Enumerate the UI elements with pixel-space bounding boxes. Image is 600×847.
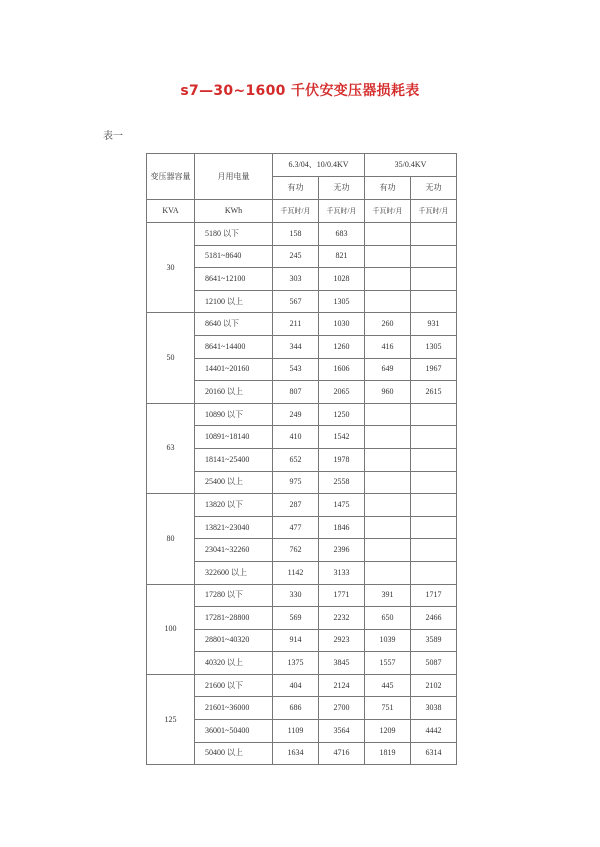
a-reactive-cell: 2124 xyxy=(319,674,365,697)
b-active-cell: 445 xyxy=(365,674,411,697)
usage-range-cell: 322600 以上 xyxy=(195,561,273,584)
a-reactive-cell: 2923 xyxy=(319,629,365,652)
a-active-cell: 477 xyxy=(273,516,319,539)
b-active-cell: 260 xyxy=(365,313,411,336)
document-title: s7—30~1600 千伏安变压器损耗表 xyxy=(180,83,420,99)
usage-range-cell: 5180 以下 xyxy=(195,223,273,246)
b-reactive-cell: 1967 xyxy=(411,358,457,381)
table-row xyxy=(147,313,457,336)
b-active-cell xyxy=(365,403,411,426)
a-active-cell: 344 xyxy=(273,335,319,358)
b-reactive-cell xyxy=(411,268,457,291)
usage-range-cell: 21600 以下 xyxy=(195,674,273,697)
usage-range-cell: 13820 以下 xyxy=(195,494,273,517)
a-active-cell: 410 xyxy=(273,426,319,449)
a-active-cell: 249 xyxy=(273,403,319,426)
b-reactive-cell: 2102 xyxy=(411,674,457,697)
usage-range-cell: 21601~36000 xyxy=(195,697,273,720)
capacity-cell: 63 xyxy=(147,403,195,493)
a-active-cell: 404 xyxy=(273,674,319,697)
a-reactive-cell: 2558 xyxy=(319,471,365,494)
a-active-cell: 1142 xyxy=(273,561,319,584)
b-active-cell xyxy=(365,539,411,562)
a-active-cell: 1109 xyxy=(273,720,319,743)
b-active-cell: 649 xyxy=(365,358,411,381)
unit-a-reactive: 千瓦时/月 xyxy=(319,200,365,223)
a-reactive-cell: 2700 xyxy=(319,697,365,720)
b-reactive-cell xyxy=(411,539,457,562)
table-row xyxy=(147,674,457,697)
header-units-row xyxy=(147,200,457,223)
a-reactive-cell: 1030 xyxy=(319,313,365,336)
a-active-cell: 1375 xyxy=(273,652,319,675)
b-active-cell: 960 xyxy=(365,381,411,404)
usage-range-cell: 23041~32260 xyxy=(195,539,273,562)
usage-range-cell: 36001~50400 xyxy=(195,720,273,743)
a-reactive-cell: 1475 xyxy=(319,494,365,517)
b-active-cell: 1819 xyxy=(365,742,411,765)
a-active-cell: 975 xyxy=(273,471,319,494)
usage-range-cell: 18141~25400 xyxy=(195,448,273,471)
a-active-cell: 567 xyxy=(273,290,319,313)
b-reactive-cell xyxy=(411,403,457,426)
capacity-cell: 30 xyxy=(147,223,195,313)
a-reactive-cell: 2065 xyxy=(319,381,365,404)
b-reactive-cell: 3589 xyxy=(411,629,457,652)
b-reactive-cell: 1717 xyxy=(411,584,457,607)
a-reactive-cell: 2396 xyxy=(319,539,365,562)
usage-range-cell: 8640 以下 xyxy=(195,313,273,336)
usage-range-cell: 13821~23040 xyxy=(195,516,273,539)
table-row xyxy=(147,403,457,426)
a-active-cell: 914 xyxy=(273,629,319,652)
usage-range-cell: 8641~12100 xyxy=(195,268,273,291)
a-reactive-cell: 3564 xyxy=(319,720,365,743)
a-reactive-cell: 3133 xyxy=(319,561,365,584)
header-usage: 月用电量 xyxy=(195,154,273,200)
unit-b-active: 千瓦时/月 xyxy=(365,200,411,223)
usage-range-cell: 17280 以下 xyxy=(195,584,273,607)
a-reactive-cell: 821 xyxy=(319,245,365,268)
usage-range-cell: 10890 以下 xyxy=(195,403,273,426)
table-row xyxy=(147,223,457,246)
a-reactive-cell: 683 xyxy=(319,223,365,246)
usage-range-cell: 5181~8640 xyxy=(195,245,273,268)
header-b-reactive: 无功 xyxy=(411,177,457,200)
b-active-cell: 1209 xyxy=(365,720,411,743)
a-reactive-cell: 1250 xyxy=(319,403,365,426)
header-capacity: 变压器容量 xyxy=(147,154,195,200)
b-active-cell xyxy=(365,223,411,246)
b-active-cell: 1039 xyxy=(365,629,411,652)
a-active-cell: 569 xyxy=(273,607,319,630)
loss-table xyxy=(146,153,457,765)
unit-kva: KVA xyxy=(147,200,195,223)
usage-range-cell: 25400 以上 xyxy=(195,471,273,494)
usage-range-cell: 14401~20160 xyxy=(195,358,273,381)
usage-range-cell: 50400 以上 xyxy=(195,742,273,765)
a-active-cell: 686 xyxy=(273,697,319,720)
a-reactive-cell: 1542 xyxy=(319,426,365,449)
a-reactive-cell: 1305 xyxy=(319,290,365,313)
a-active-cell: 245 xyxy=(273,245,319,268)
table-caption: 表一 xyxy=(103,131,123,142)
b-active-cell xyxy=(365,494,411,517)
header-row-1 xyxy=(147,154,457,177)
b-reactive-cell: 2466 xyxy=(411,607,457,630)
b-reactive-cell xyxy=(411,290,457,313)
capacity-cell: 100 xyxy=(147,584,195,674)
a-active-cell: 287 xyxy=(273,494,319,517)
b-reactive-cell: 3038 xyxy=(411,697,457,720)
b-reactive-cell: 1305 xyxy=(411,335,457,358)
a-active-cell: 303 xyxy=(273,268,319,291)
usage-range-cell: 12100 以上 xyxy=(195,290,273,313)
a-active-cell: 330 xyxy=(273,584,319,607)
b-active-cell xyxy=(365,426,411,449)
b-active-cell: 751 xyxy=(365,697,411,720)
b-active-cell xyxy=(365,471,411,494)
b-reactive-cell: 2615 xyxy=(411,381,457,404)
a-reactive-cell: 3845 xyxy=(319,652,365,675)
usage-range-cell: 20160 以上 xyxy=(195,381,273,404)
b-reactive-cell: 6314 xyxy=(411,742,457,765)
b-reactive-cell xyxy=(411,223,457,246)
usage-range-cell: 8641~14400 xyxy=(195,335,273,358)
header-a-reactive: 无功 xyxy=(319,177,365,200)
a-reactive-cell: 2232 xyxy=(319,607,365,630)
b-reactive-cell xyxy=(411,561,457,584)
b-active-cell xyxy=(365,245,411,268)
b-reactive-cell xyxy=(411,245,457,268)
b-active-cell: 416 xyxy=(365,335,411,358)
a-reactive-cell: 1978 xyxy=(319,448,365,471)
header-group-a: 6.3/04、10/0.4KV xyxy=(273,154,365,177)
b-reactive-cell: 931 xyxy=(411,313,457,336)
unit-kwh: KWh xyxy=(195,200,273,223)
b-active-cell: 391 xyxy=(365,584,411,607)
b-active-cell: 650 xyxy=(365,607,411,630)
a-reactive-cell: 4716 xyxy=(319,742,365,765)
usage-range-cell: 40320 以上 xyxy=(195,652,273,675)
capacity-cell: 80 xyxy=(147,494,195,584)
b-reactive-cell: 5087 xyxy=(411,652,457,675)
header-b-active: 有功 xyxy=(365,177,411,200)
b-active-cell xyxy=(365,561,411,584)
a-active-cell: 158 xyxy=(273,223,319,246)
b-reactive-cell xyxy=(411,426,457,449)
b-active-cell xyxy=(365,448,411,471)
capacity-cell: 125 xyxy=(147,674,195,764)
a-active-cell: 652 xyxy=(273,448,319,471)
b-reactive-cell xyxy=(411,448,457,471)
a-active-cell: 1634 xyxy=(273,742,319,765)
usage-range-cell: 17281~28800 xyxy=(195,607,273,630)
a-active-cell: 543 xyxy=(273,358,319,381)
usage-range-cell: 28801~40320 xyxy=(195,629,273,652)
a-active-cell: 807 xyxy=(273,381,319,404)
b-active-cell xyxy=(365,516,411,539)
a-reactive-cell: 1771 xyxy=(319,584,365,607)
header-group-b: 35/0.4KV xyxy=(365,154,457,177)
capacity-cell: 50 xyxy=(147,313,195,403)
b-reactive-cell xyxy=(411,471,457,494)
table-row xyxy=(147,494,457,517)
b-reactive-cell xyxy=(411,516,457,539)
b-reactive-cell xyxy=(411,494,457,517)
table-row xyxy=(147,584,457,607)
a-reactive-cell: 1846 xyxy=(319,516,365,539)
a-reactive-cell: 1028 xyxy=(319,268,365,291)
b-active-cell: 1557 xyxy=(365,652,411,675)
a-reactive-cell: 1260 xyxy=(319,335,365,358)
a-active-cell: 762 xyxy=(273,539,319,562)
b-reactive-cell: 4442 xyxy=(411,720,457,743)
header-a-active: 有功 xyxy=(273,177,319,200)
unit-b-reactive: 千瓦时/月 xyxy=(411,200,457,223)
a-reactive-cell: 1606 xyxy=(319,358,365,381)
b-active-cell xyxy=(365,290,411,313)
unit-a-active: 千瓦时/月 xyxy=(273,200,319,223)
a-active-cell: 211 xyxy=(273,313,319,336)
b-active-cell xyxy=(365,268,411,291)
loss-table-body xyxy=(147,154,457,765)
usage-range-cell: 10891~18140 xyxy=(195,426,273,449)
